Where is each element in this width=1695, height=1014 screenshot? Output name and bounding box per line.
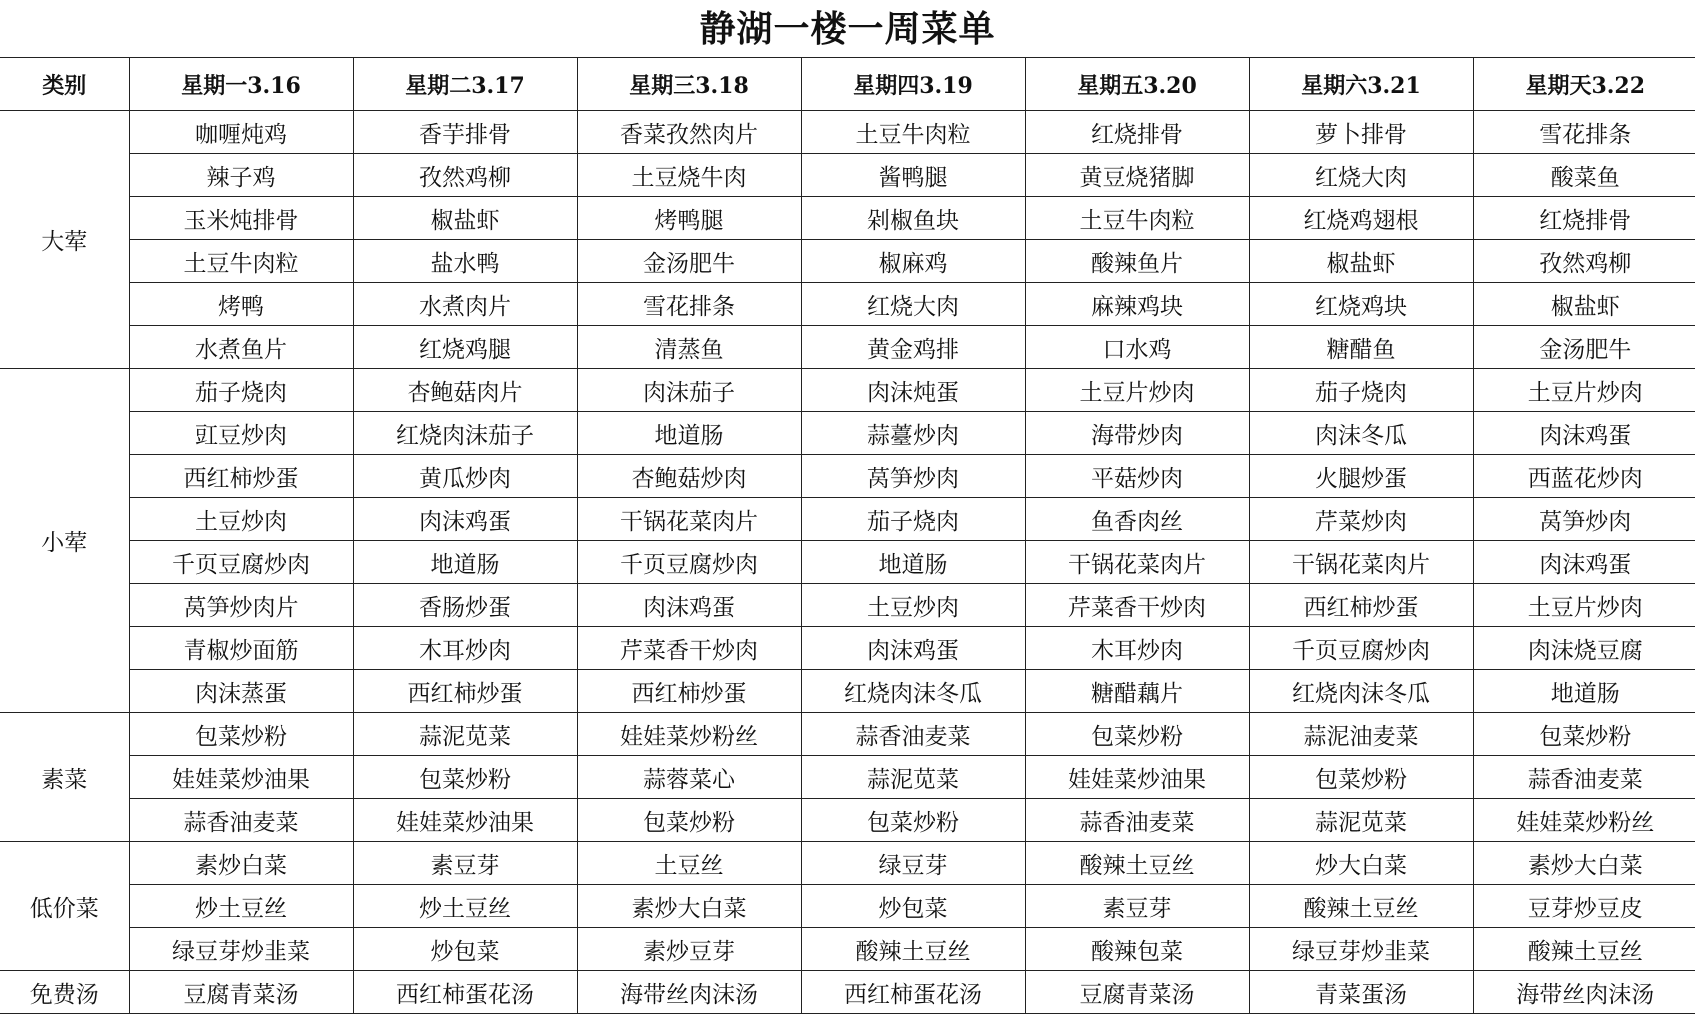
dish-cell: 咖喱炖鸡 [129,111,353,154]
dish-cell: 红烧肉沫冬瓜 [1249,670,1473,713]
dish-cell: 酸辣土豆丝 [1473,928,1695,971]
table-row [0,111,1695,154]
dish-cell: 西红柿炒蛋 [577,670,801,713]
dish-cell: 椒盐虾 [353,197,577,240]
dish-cell: 肉沫茄子 [577,369,801,412]
table-row [0,412,1695,455]
category-cell: 免费汤 [0,971,129,1014]
dish-cell: 盐水鸭 [353,240,577,283]
dish-cell: 豇豆炒肉 [129,412,353,455]
dish-cell: 海带炒肉 [1025,412,1249,455]
dish-cell: 金汤肥牛 [1473,326,1695,369]
header-day: 星期天3.22 [1473,58,1695,111]
dish-cell: 蒜薹炒肉 [801,412,1025,455]
dish-cell: 鱼香肉丝 [1025,498,1249,541]
dish-cell: 豆芽炒豆皮 [1473,885,1695,928]
category-cell: 素菜 [0,713,129,842]
dish-cell: 娃娃菜炒油果 [1025,756,1249,799]
table-row [0,197,1695,240]
dish-cell: 包菜炒粉 [353,756,577,799]
menu-body [0,111,1695,1014]
dish-cell: 素炒大白菜 [1473,842,1695,885]
dish-cell: 孜然鸡柳 [353,154,577,197]
dish-cell: 干锅花菜肉片 [577,498,801,541]
dish-cell: 萝卜排骨 [1249,111,1473,154]
dish-cell: 土豆片炒肉 [1025,369,1249,412]
dish-cell: 炒土豆丝 [129,885,353,928]
dish-cell: 土豆牛肉粒 [129,240,353,283]
dish-cell: 肉沫鸡蛋 [353,498,577,541]
dish-cell: 青椒炒面筋 [129,627,353,670]
dish-cell: 蒜泥苋菜 [1249,799,1473,842]
dish-cell: 蒜泥苋菜 [801,756,1025,799]
dish-cell: 土豆烧牛肉 [577,154,801,197]
dish-cell: 红烧大肉 [801,283,1025,326]
dish-cell: 土豆牛肉粒 [801,111,1025,154]
dish-cell: 糖醋藕片 [1025,670,1249,713]
dish-cell: 孜然鸡柳 [1473,240,1695,283]
dish-cell: 地道肠 [801,541,1025,584]
dish-cell: 芹菜炒肉 [1249,498,1473,541]
dish-cell: 地道肠 [353,541,577,584]
dish-cell: 地道肠 [1473,670,1695,713]
dish-cell: 豆腐青菜汤 [1025,971,1249,1014]
dish-cell: 麻辣鸡块 [1025,283,1249,326]
dish-cell: 木耳炒肉 [1025,627,1249,670]
dish-cell: 干锅花菜肉片 [1249,541,1473,584]
dish-cell: 酸辣鱼片 [1025,240,1249,283]
category-cell: 小荤 [0,369,129,713]
dish-cell: 芹菜香干炒肉 [577,627,801,670]
dish-cell: 烤鸭腿 [577,197,801,240]
dish-cell: 肉沫鸡蛋 [577,584,801,627]
dish-cell: 蒜泥苋菜 [353,713,577,756]
dish-cell: 金汤肥牛 [577,240,801,283]
dish-cell: 土豆丝 [577,842,801,885]
dish-cell: 莴笋炒肉片 [129,584,353,627]
dish-cell: 蒜泥油麦菜 [1249,713,1473,756]
dish-cell: 芹菜香干炒肉 [1025,584,1249,627]
dish-cell: 香肠炒蛋 [353,584,577,627]
dish-cell: 炒大白菜 [1249,842,1473,885]
table-row [0,240,1695,283]
dish-cell: 干锅花菜肉片 [1025,541,1249,584]
dish-cell: 红烧鸡块 [1249,283,1473,326]
dish-cell: 椒盐虾 [1249,240,1473,283]
dish-cell: 酸菜鱼 [1473,154,1695,197]
dish-cell: 海带丝肉沫汤 [1473,971,1695,1014]
dish-cell: 千页豆腐炒肉 [1249,627,1473,670]
table-row [0,627,1695,670]
dish-cell: 剁椒鱼块 [801,197,1025,240]
dish-cell: 素豆芽 [353,842,577,885]
dish-cell: 土豆炒肉 [801,584,1025,627]
dish-cell: 娃娃菜炒粉丝 [577,713,801,756]
dish-cell: 炒包菜 [353,928,577,971]
dish-cell: 香菜孜然肉片 [577,111,801,154]
dish-cell: 酸辣土豆丝 [1025,842,1249,885]
dish-cell: 火腿炒蛋 [1249,455,1473,498]
header-day: 星期五3.20 [1025,58,1249,111]
table-row [0,842,1695,885]
dish-cell: 烤鸭 [129,283,353,326]
dish-cell: 红烧鸡翅根 [1249,197,1473,240]
table-row [0,713,1695,756]
dish-cell: 红烧排骨 [1473,197,1695,240]
dish-cell: 包菜炒粉 [1249,756,1473,799]
table-row [0,799,1695,842]
dish-cell: 莴笋炒肉 [1473,498,1695,541]
dish-cell: 肉沫烧豆腐 [1473,627,1695,670]
dish-cell: 包菜炒粉 [1473,713,1695,756]
table-row [0,498,1695,541]
dish-cell: 茄子烧肉 [1249,369,1473,412]
table-row [0,455,1695,498]
dish-cell: 红烧排骨 [1025,111,1249,154]
dish-cell: 豆腐青菜汤 [129,971,353,1014]
dish-cell: 红烧鸡腿 [353,326,577,369]
dish-cell: 杏鲍菇肉片 [353,369,577,412]
dish-cell: 素炒豆芽 [577,928,801,971]
dish-cell: 西红柿炒蛋 [1249,584,1473,627]
dish-cell: 酸辣土豆丝 [801,928,1025,971]
dish-cell: 肉沫炖蛋 [801,369,1025,412]
dish-cell: 土豆牛肉粒 [1025,197,1249,240]
dish-cell: 西红柿蛋花汤 [353,971,577,1014]
table-row [0,584,1695,627]
dish-cell: 土豆片炒肉 [1473,584,1695,627]
table-row [0,541,1695,584]
dish-cell: 海带丝肉沫汤 [577,971,801,1014]
dish-cell: 莴笋炒肉 [801,455,1025,498]
header-day: 星期二3.17 [353,58,577,111]
header-row [0,58,1695,111]
dish-cell: 水煮鱼片 [129,326,353,369]
dish-cell: 肉沫蒸蛋 [129,670,353,713]
header-day: 星期六3.21 [1249,58,1473,111]
dish-cell: 千页豆腐炒肉 [577,541,801,584]
dish-cell: 土豆炒肉 [129,498,353,541]
dish-cell: 黄金鸡排 [801,326,1025,369]
dish-cell: 绿豆芽炒韭菜 [1249,928,1473,971]
dish-cell: 肉沫鸡蛋 [801,627,1025,670]
dish-cell: 绿豆芽炒韭菜 [129,928,353,971]
table-row [0,154,1695,197]
dish-cell: 蒜蓉菜心 [577,756,801,799]
dish-cell: 包菜炒粉 [577,799,801,842]
dish-cell: 娃娃菜炒粉丝 [1473,799,1695,842]
dish-cell: 雪花排条 [1473,111,1695,154]
dish-cell: 蒜香油麦菜 [801,713,1025,756]
dish-cell: 娃娃菜炒油果 [129,756,353,799]
table-row [0,928,1695,971]
dish-cell: 西蓝花炒肉 [1473,455,1695,498]
dish-cell: 香芋排骨 [353,111,577,154]
dish-cell: 炒土豆丝 [353,885,577,928]
dish-cell: 西红柿炒蛋 [129,455,353,498]
dish-cell: 蒜香油麦菜 [1025,799,1249,842]
category-cell: 大荤 [0,111,129,369]
dish-cell: 水煮肉片 [353,283,577,326]
dish-cell: 蒜香油麦菜 [1473,756,1695,799]
dish-cell: 土豆片炒肉 [1473,369,1695,412]
dish-cell: 酸辣包菜 [1025,928,1249,971]
dish-cell: 素炒大白菜 [577,885,801,928]
dish-cell: 椒麻鸡 [801,240,1025,283]
header-day: 星期三3.18 [577,58,801,111]
dish-cell: 酱鸭腿 [801,154,1025,197]
dish-cell: 口水鸡 [1025,326,1249,369]
dish-cell: 千页豆腐炒肉 [129,541,353,584]
table-row [0,326,1695,369]
dish-cell: 西红柿蛋花汤 [801,971,1025,1014]
menu-table [0,57,1695,1014]
dish-cell: 黄瓜炒肉 [353,455,577,498]
table-row [0,369,1695,412]
table-row [0,670,1695,713]
dish-cell: 素炒白菜 [129,842,353,885]
header-category: 类别 [0,58,129,111]
dish-cell: 茄子烧肉 [129,369,353,412]
dish-cell: 木耳炒肉 [353,627,577,670]
dish-cell: 黄豆烧猪脚 [1025,154,1249,197]
dish-cell: 肉沫鸡蛋 [1473,412,1695,455]
dish-cell: 绿豆芽 [801,842,1025,885]
dish-cell: 红烧肉沫冬瓜 [801,670,1025,713]
dish-cell: 包菜炒粉 [801,799,1025,842]
dish-cell: 平菇炒肉 [1025,455,1249,498]
dish-cell: 炒包菜 [801,885,1025,928]
dish-cell: 雪花排条 [577,283,801,326]
header-day: 星期四3.19 [801,58,1025,111]
menu-header [0,58,1695,111]
dish-cell: 红烧肉沫茄子 [353,412,577,455]
table-row [0,971,1695,1014]
dish-cell: 素豆芽 [1025,885,1249,928]
dish-cell: 肉沫鸡蛋 [1473,541,1695,584]
dish-cell: 酸辣土豆丝 [1249,885,1473,928]
dish-cell: 包菜炒粉 [129,713,353,756]
dish-cell: 西红柿炒蛋 [353,670,577,713]
dish-cell: 糖醋鱼 [1249,326,1473,369]
dish-cell: 玉米炖排骨 [129,197,353,240]
dish-cell: 椒盐虾 [1473,283,1695,326]
dish-cell: 肉沫冬瓜 [1249,412,1473,455]
page-title: 静湖一楼一周菜单 [699,9,996,50]
dish-cell: 清蒸鱼 [577,326,801,369]
dish-cell: 辣子鸡 [129,154,353,197]
category-cell: 低价菜 [0,842,129,971]
dish-cell: 娃娃菜炒油果 [353,799,577,842]
table-row [0,885,1695,928]
dish-cell: 杏鲍菇炒肉 [577,455,801,498]
table-row [0,283,1695,326]
dish-cell: 红烧大肉 [1249,154,1473,197]
dish-cell: 地道肠 [577,412,801,455]
dish-cell: 包菜炒粉 [1025,713,1249,756]
table-row [0,756,1695,799]
dish-cell: 蒜香油麦菜 [129,799,353,842]
header-day: 星期一3.16 [129,58,353,111]
dish-cell: 茄子烧肉 [801,498,1025,541]
dish-cell: 青菜蛋汤 [1249,971,1473,1014]
